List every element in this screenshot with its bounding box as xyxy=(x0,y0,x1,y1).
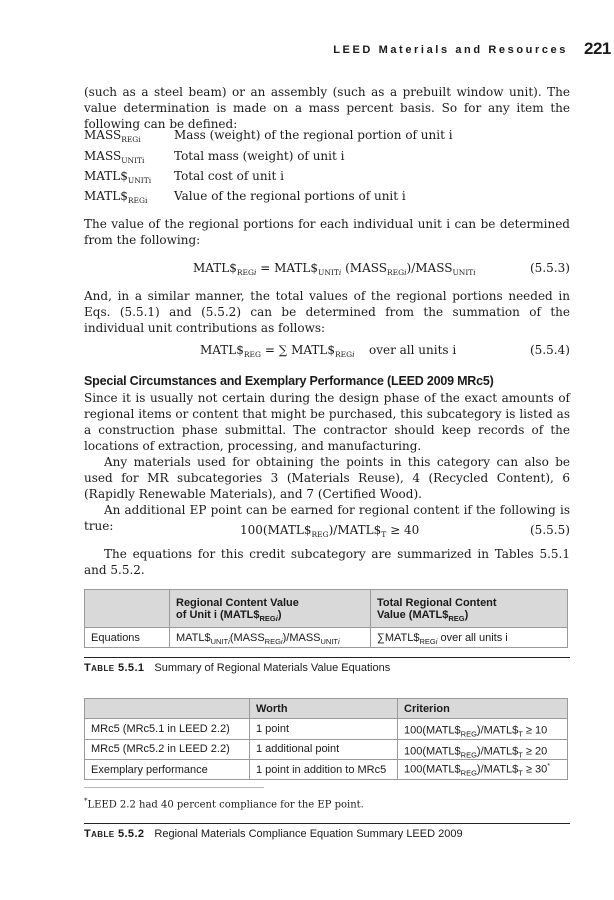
definition-description: Mass (weight) of the regional portion of unit i xyxy=(174,128,453,142)
definition-term: $MASS_{UNITi}$ xyxy=(84,149,145,165)
equation-suffix: over all units i xyxy=(369,343,457,357)
definition-description: Total cost of unit i xyxy=(174,169,284,183)
table-cell-total-equation: $\sum MATL\$_{REGi}$ over all units i xyxy=(371,628,568,648)
footnote-rule xyxy=(84,787,264,788)
table-row xyxy=(85,760,568,780)
table-cell-worth: 1 point in addition to MRc5 xyxy=(250,760,398,780)
table-cell-worth: 1 point xyxy=(250,719,398,740)
table-header-empty xyxy=(85,699,250,719)
table-cell-unit-equation: $MATL\$_{UNITi}(MASS_{REGi})/MASS_{UNITi}$ xyxy=(170,628,371,648)
table-header-worth: Worth xyxy=(250,699,398,719)
table-cell-credit: Exemplary performance xyxy=(85,760,250,780)
caption-rule xyxy=(84,823,570,824)
footnote: *LEED 2.2 had 40 percent compliance for the EP point. xyxy=(84,797,364,811)
table-cell-criterion: $100(MATL\$_{REG})/MATL\$_T \ge 30^*$ xyxy=(398,760,568,780)
caption-rule xyxy=(84,657,570,658)
table-cell-criterion: $100(MATL\$_{REG})/MATL\$_T \ge 20$ xyxy=(398,739,568,760)
table-caption: Table 5.5.2 Regional Materials Compliance Equation Summary LEED 2009 xyxy=(84,828,463,840)
table-header-unit-value: Regional Content Value of Unit i $(MATL\$_{REGi})$ xyxy=(170,590,371,628)
table-header-empty xyxy=(85,590,170,628)
definition-description: Value of the regional portions of unit i xyxy=(174,189,406,203)
equation-5-5-5: $100(MATL\$_{REG})/MATL\$_T \ge 40$ xyxy=(240,523,420,539)
paragraph-additional: An additional EP point can be earned for regional content if the following is true: xyxy=(84,503,570,533)
equation-number: (5.5.3) xyxy=(530,261,570,275)
page-number: 221 xyxy=(584,39,611,58)
paragraph-since: Since it is usually not certain during the design phase of the exact amounts of regional items or content that might be purchased, this subcategory is listed as a construction phase submittal. The contractor should keep records of the locations of extraction, processing, and manufacturing. xyxy=(84,391,570,453)
table-caption: Table 5.5.1 Summary of Regional Materials Value Equations xyxy=(84,662,391,674)
table-cell-criterion: $100(MATL\$_{REG})/MATL\$_T \ge 10$ xyxy=(398,719,568,740)
table-header-total-value: Total Regional Content Value $(MATL\$_{REG})$ xyxy=(371,590,568,628)
definition-description: Total mass (weight) of unit i xyxy=(174,149,345,163)
table-cell-credit: MRc5 (MRc5.1 in LEED 2.2) xyxy=(85,719,250,740)
equation-5-5-4: $MATL\$_{REG}$ = ∑ $MATL\$_{REGi}$ xyxy=(200,343,355,359)
equation-5-5-3: $MATL\$_{REGi}$ = $MATL\$_{UNITi}$ $(MASS_{REGi})/MASS_{UNITi}$ xyxy=(193,261,476,277)
equation-number: (5.5.4) xyxy=(530,343,570,357)
equation-number: (5.5.5) xyxy=(530,523,570,537)
table-cell-worth: 1 additional point xyxy=(250,739,398,760)
table-5-5-1 xyxy=(84,589,568,648)
paragraph-any-materials: Any materials used for obtaining the points in this category can also be used for MR subcategories 3 (Materials Reuse), 4 (Recycled Content), 6 (Rapidly Renewable Materials), and 7 (Certified Wood). xyxy=(84,455,570,501)
section-heading: Special Circumstances and Exemplary Performance (LEED 2009 MRc5) xyxy=(84,374,494,388)
paragraph-and: And, in a similar manner, the total values of the regional portions needed in Eqs. (5.5.1) and (5.5.2) can be determined from the summation of the individual unit contributions as follows: xyxy=(84,289,570,335)
paragraph-equations-summary: The equations for this credit subcategory are summarized in Tables 5.5.1 and 5.5.2. xyxy=(84,547,570,577)
table-row-label: Equations xyxy=(85,628,170,648)
running-header-title: LEED Materials and Resources xyxy=(333,44,568,56)
table-cell-credit: MRc5 (MRc5.2 in LEED 2.2) xyxy=(85,739,250,760)
paragraph-unit-value: The value of the regional portions for each individual unit i can be determined from the following: xyxy=(84,217,570,247)
table-row xyxy=(85,739,568,760)
table-header-criterion: Criterion xyxy=(398,699,568,719)
definition-term: $MASS_{REGi}$ xyxy=(84,128,141,144)
table-row xyxy=(85,719,568,740)
intro-paragraph: (such as a steel beam) or an assembly (such as a prebuilt window unit). The value determination is made on a mass percent basis. So for any item the following can be defined: xyxy=(84,85,570,131)
definition-term: $MATL\$_{REGi}$ xyxy=(84,189,148,205)
table-5-5-2 xyxy=(84,698,568,780)
definition-term: $MATL\$_{UNITi}$ xyxy=(84,169,152,185)
